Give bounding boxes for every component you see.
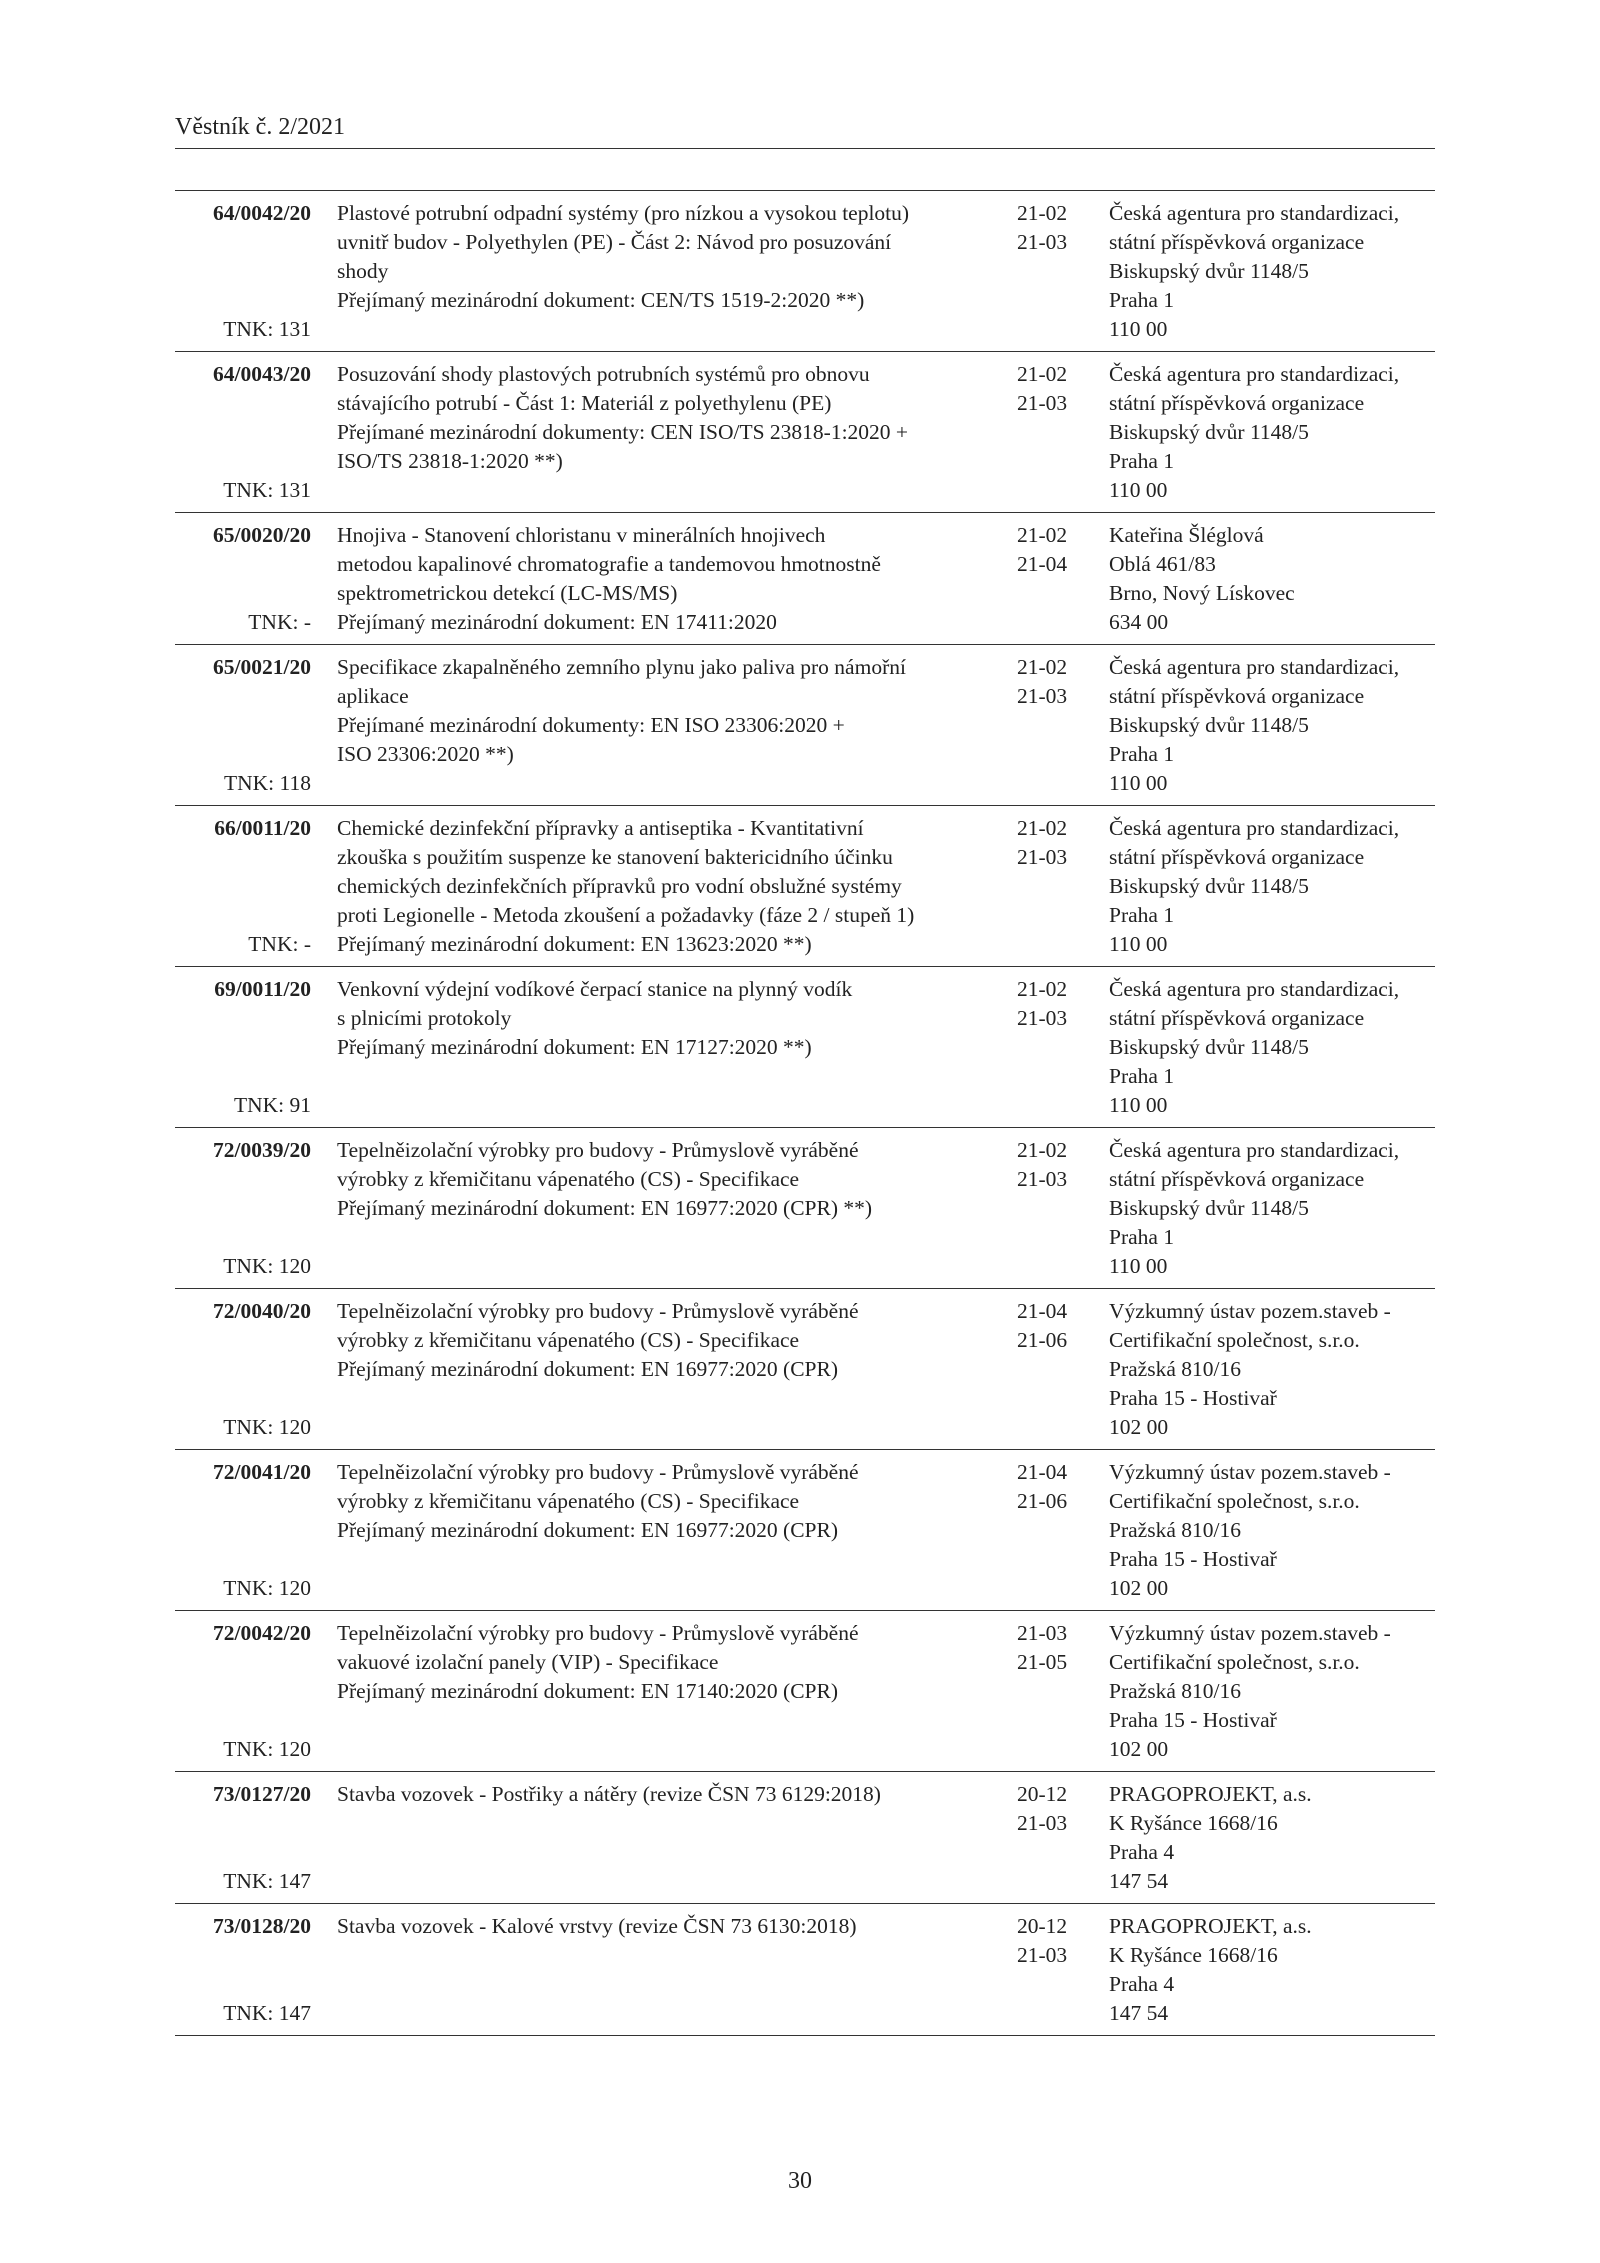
entry-title-line: Přejímaný mezinárodní dokument: EN 17411:2020 bbox=[337, 610, 777, 634]
entry-title-line: Specifikace zkapalněného zemního plynu jako paliva pro námořní bbox=[337, 655, 906, 679]
page-header bbox=[175, 112, 1435, 149]
entry-address-line: 110 00 bbox=[1109, 317, 1168, 341]
entry-title-cell bbox=[337, 521, 1009, 637]
table-row bbox=[175, 1772, 1435, 1904]
entry-title-cell bbox=[337, 1458, 1009, 1603]
entry-address-line: 102 00 bbox=[1109, 1415, 1169, 1439]
entry-title-line: Přejímaný mezinárodní dokument: CEN/TS 1519-2:2020 **) bbox=[337, 288, 865, 312]
entry-tnk: TNK: 147 bbox=[223, 1869, 311, 1893]
entry-address-line: státní příspěvková organizace bbox=[1109, 1006, 1365, 1030]
entry-address-line: Česká agentura pro standardizaci, bbox=[1109, 655, 1400, 679]
entry-title-line: stávajícího potrubí - Část 1: Materiál z polyethylenu (PE) bbox=[337, 391, 832, 415]
entry-number: 73/0127/20 bbox=[213, 1782, 311, 1806]
entry-title-line: Přejímaný mezinárodní dokument: EN 16977:2020 (CPR) bbox=[337, 1518, 839, 1542]
entry-title-line: shody bbox=[337, 259, 389, 283]
entry-dates-cell bbox=[1017, 360, 1103, 505]
entry-date: 21-04 bbox=[1017, 1460, 1068, 1484]
entry-dates-cell bbox=[1017, 1458, 1103, 1603]
entry-address-line: Výzkumný ústav pozem.staveb - bbox=[1109, 1299, 1391, 1323]
entry-tnk: TNK: 118 bbox=[224, 771, 311, 795]
entry-address-line: 110 00 bbox=[1109, 771, 1168, 795]
entry-address-cell bbox=[1109, 1297, 1435, 1442]
entry-title-cell bbox=[337, 199, 1009, 344]
entry-number: 66/0011/20 bbox=[214, 816, 311, 840]
entry-address-line: Praha 15 - Hostivař bbox=[1109, 1547, 1277, 1571]
entry-address-line: Oblá 461/83 bbox=[1109, 552, 1216, 576]
entry-address-line: státní příspěvková organizace bbox=[1109, 684, 1365, 708]
table-row bbox=[175, 806, 1435, 967]
entry-address-line: PRAGOPROJEKT, a.s. bbox=[1109, 1782, 1312, 1806]
entry-id-cell bbox=[175, 360, 311, 505]
entry-address-line: Biskupský dvůr 1148/5 bbox=[1109, 1035, 1309, 1059]
entry-tnk: TNK: 120 bbox=[223, 1737, 311, 1761]
entry-address-line: Česká agentura pro standardizaci, bbox=[1109, 362, 1400, 386]
entry-tnk: TNK: 120 bbox=[223, 1415, 311, 1439]
entry-address-cell bbox=[1109, 1458, 1435, 1603]
entry-title-line: Posuzování shody plastových potrubních systémů pro obnovu bbox=[337, 362, 870, 386]
entry-title-cell bbox=[337, 1780, 1009, 1896]
entry-address-line: 110 00 bbox=[1109, 1093, 1168, 1117]
page-number: 30 bbox=[788, 2168, 812, 2194]
entry-address-line: 634 00 bbox=[1109, 610, 1169, 634]
entry-title-line: spektrometrickou detekcí (LC-MS/MS) bbox=[337, 581, 678, 605]
entry-title-line: uvnitř budov - Polyethylen (PE) - Část 2: Návod pro posuzování bbox=[337, 230, 892, 254]
entry-address-line: 147 54 bbox=[1109, 2001, 1169, 2025]
table-row bbox=[175, 1904, 1435, 2036]
table-row bbox=[175, 645, 1435, 806]
entry-address-line: 110 00 bbox=[1109, 932, 1168, 956]
entry-date: 21-04 bbox=[1017, 552, 1068, 576]
entry-number: 65/0021/20 bbox=[213, 655, 311, 679]
entry-date: 21-04 bbox=[1017, 1299, 1068, 1323]
entry-title-line: Plastové potrubní odpadní systémy (pro nízkou a vysokou teplotu) bbox=[337, 201, 910, 225]
entry-address-line: Certifikační společnost, s.r.o. bbox=[1109, 1650, 1360, 1674]
table-row bbox=[175, 1289, 1435, 1450]
entry-address-line: Praha 1 bbox=[1109, 288, 1175, 312]
entry-date: 21-03 bbox=[1017, 1167, 1068, 1191]
entry-id-cell bbox=[175, 199, 311, 344]
entry-address-cell bbox=[1109, 199, 1435, 344]
entry-tnk: TNK: 120 bbox=[223, 1576, 311, 1600]
entry-date: 21-02 bbox=[1017, 201, 1068, 225]
entry-title-cell bbox=[337, 1297, 1009, 1442]
entry-address-line: Česká agentura pro standardizaci, bbox=[1109, 977, 1400, 1001]
entry-title-cell bbox=[337, 975, 1009, 1120]
entry-id-cell bbox=[175, 1912, 311, 2028]
entry-address-line: Certifikační společnost, s.r.o. bbox=[1109, 1328, 1360, 1352]
entry-address-line: Biskupský dvůr 1148/5 bbox=[1109, 420, 1309, 444]
entry-address-line: Praha 1 bbox=[1109, 903, 1175, 927]
entry-address-line: Praha 15 - Hostivař bbox=[1109, 1386, 1277, 1410]
entry-title-line: výrobky z křemičitanu vápenatého (CS) - Specifikace bbox=[337, 1167, 800, 1191]
entry-id-cell bbox=[175, 1458, 311, 1603]
entry-number: 64/0043/20 bbox=[213, 362, 311, 386]
entry-address-line: PRAGOPROJEKT, a.s. bbox=[1109, 1914, 1312, 1938]
entry-id-cell bbox=[175, 521, 311, 637]
entry-address-cell bbox=[1109, 1136, 1435, 1281]
entry-address-cell bbox=[1109, 521, 1435, 637]
entry-address-cell bbox=[1109, 1619, 1435, 1764]
entry-title-line: Přejímané mezinárodní dokumenty: CEN ISO/TS 23818-1:2020 + bbox=[337, 420, 909, 444]
entry-address-line: 110 00 bbox=[1109, 478, 1168, 502]
entry-address-line: státní příspěvková organizace bbox=[1109, 391, 1365, 415]
entry-address-line: Pražská 810/16 bbox=[1109, 1357, 1241, 1381]
entry-address-cell bbox=[1109, 653, 1435, 798]
table-row bbox=[175, 352, 1435, 513]
entry-address-cell bbox=[1109, 1912, 1435, 2028]
entry-address-line: Certifikační společnost, s.r.o. bbox=[1109, 1489, 1360, 1513]
entry-dates-cell bbox=[1017, 814, 1103, 959]
entry-title-line: vakuové izolační panely (VIP) - Specifikace bbox=[337, 1650, 719, 1674]
entry-address-line: K Ryšánce 1668/16 bbox=[1109, 1811, 1278, 1835]
entry-title-line: Přejímaný mezinárodní dokument: EN 17140:2020 (CPR) bbox=[337, 1679, 839, 1703]
entry-address-line: Praha 1 bbox=[1109, 742, 1175, 766]
entry-date: 21-03 bbox=[1017, 391, 1068, 415]
entry-title-line: Tepelněizolační výrobky pro budovy - Průmyslově vyráběné bbox=[337, 1299, 859, 1323]
entry-dates-cell bbox=[1017, 1780, 1103, 1896]
entry-date: 21-02 bbox=[1017, 1138, 1068, 1162]
entry-address-line: Praha 15 - Hostivař bbox=[1109, 1708, 1277, 1732]
entry-address-line: Česká agentura pro standardizaci, bbox=[1109, 1138, 1400, 1162]
entry-title-line: zkouška s použitím suspenze ke stanovení baktericidního účinku bbox=[337, 845, 893, 869]
entry-tnk: TNK: 120 bbox=[223, 1254, 311, 1278]
entry-title-line: výrobky z křemičitanu vápenatého (CS) - Specifikace bbox=[337, 1328, 800, 1352]
table-row bbox=[175, 191, 1435, 352]
entry-dates-cell bbox=[1017, 1912, 1103, 2028]
entry-number: 72/0039/20 bbox=[213, 1138, 311, 1162]
entry-title-line: ISO/TS 23818-1:2020 **) bbox=[337, 449, 563, 473]
entry-address-line: Výzkumný ústav pozem.staveb - bbox=[1109, 1621, 1391, 1645]
entry-address-line: Česká agentura pro standardizaci, bbox=[1109, 201, 1400, 225]
entry-dates-cell bbox=[1017, 1136, 1103, 1281]
entry-title-cell bbox=[337, 653, 1009, 798]
entry-title-line: Tepelněizolační výrobky pro budovy - Průmyslově vyráběné bbox=[337, 1621, 859, 1645]
entry-address-cell bbox=[1109, 814, 1435, 959]
entry-address-line: Biskupský dvůr 1148/5 bbox=[1109, 1196, 1309, 1220]
entry-tnk: TNK: - bbox=[248, 610, 311, 634]
entry-tnk: TNK: - bbox=[248, 932, 311, 956]
entry-title-cell bbox=[337, 1619, 1009, 1764]
entry-tnk: TNK: 91 bbox=[233, 1093, 311, 1117]
entry-title-line: Přejímané mezinárodní dokumenty: EN ISO 23306:2020 + bbox=[337, 713, 845, 737]
table-row bbox=[175, 1450, 1435, 1611]
entry-number: 73/0128/20 bbox=[213, 1914, 311, 1938]
entry-date: 21-06 bbox=[1017, 1489, 1068, 1513]
entry-dates-cell bbox=[1017, 1619, 1103, 1764]
entry-date: 21-02 bbox=[1017, 362, 1068, 386]
entry-date: 21-02 bbox=[1017, 816, 1068, 840]
entry-title-line: Přejímaný mezinárodní dokument: EN 16977:2020 (CPR) bbox=[337, 1357, 839, 1381]
entry-address-line: státní příspěvková organizace bbox=[1109, 230, 1365, 254]
entry-title-line: s plnicími protokoly bbox=[337, 1006, 512, 1030]
entry-title-line: Přejímaný mezinárodní dokument: EN 17127:2020 **) bbox=[337, 1035, 812, 1059]
entry-title-line: Chemické dezinfekční přípravky a antiseptika - Kvantitativní bbox=[337, 816, 864, 840]
entry-id-cell bbox=[175, 814, 311, 959]
entry-date: 21-03 bbox=[1017, 1621, 1068, 1645]
entry-title-line: proti Legionelle - Metoda zkoušení a požadavky (fáze 2 / stupeň 1) bbox=[337, 903, 915, 927]
entry-id-cell bbox=[175, 653, 311, 798]
entry-title-line: Tepelněizolační výrobky pro budovy - Průmyslově vyráběné bbox=[337, 1460, 859, 1484]
entry-address-line: Pražská 810/16 bbox=[1109, 1679, 1241, 1703]
entry-date: 21-03 bbox=[1017, 230, 1068, 254]
entry-address-line: Pražská 810/16 bbox=[1109, 1518, 1241, 1542]
entry-address-line: Brno, Nový Lískovec bbox=[1109, 581, 1295, 605]
entry-number: 65/0020/20 bbox=[213, 523, 311, 547]
table-row bbox=[175, 513, 1435, 645]
entry-address-line: Výzkumný ústav pozem.staveb - bbox=[1109, 1460, 1391, 1484]
entry-title-line: Přejímaný mezinárodní dokument: EN 16977:2020 (CPR) **) bbox=[337, 1196, 873, 1220]
entry-tnk: TNK: 147 bbox=[223, 2001, 311, 2025]
entry-date: 21-02 bbox=[1017, 523, 1068, 547]
entry-title-line: chemických dezinfekčních přípravků pro vodní obslužné systémy bbox=[337, 874, 902, 898]
entry-tnk: TNK: 131 bbox=[223, 317, 311, 341]
entry-date: 21-05 bbox=[1017, 1650, 1068, 1674]
entry-dates-cell bbox=[1017, 199, 1103, 344]
entry-number: 72/0042/20 bbox=[213, 1621, 311, 1645]
entry-number: 72/0040/20 bbox=[213, 1299, 311, 1323]
entry-address-line: Biskupský dvůr 1148/5 bbox=[1109, 259, 1309, 283]
entry-address-line: K Ryšánce 1668/16 bbox=[1109, 1943, 1278, 1967]
entry-dates-cell bbox=[1017, 521, 1103, 637]
entry-dates-cell bbox=[1017, 975, 1103, 1120]
entry-title-line: Stavba vozovek - Postřiky a nátěry (revize ČSN 73 6129:2018) bbox=[337, 1782, 881, 1806]
entry-date: 21-03 bbox=[1017, 1811, 1068, 1835]
entry-title-line: Venkovní výdejní vodíkové čerpací stanice na plynný vodík bbox=[337, 977, 853, 1001]
entry-id-cell bbox=[175, 1619, 311, 1764]
entry-address-cell bbox=[1109, 360, 1435, 505]
standards-table bbox=[175, 190, 1435, 2036]
entry-address-line: 110 00 bbox=[1109, 1254, 1168, 1278]
entry-id-cell bbox=[175, 1780, 311, 1896]
entry-dates-cell bbox=[1017, 653, 1103, 798]
entry-address-line: Biskupský dvůr 1148/5 bbox=[1109, 874, 1309, 898]
table-row bbox=[175, 967, 1435, 1128]
entry-number: 72/0041/20 bbox=[213, 1460, 311, 1484]
entry-address-line: Praha 4 bbox=[1109, 1972, 1175, 1996]
entry-title-cell bbox=[337, 1136, 1009, 1281]
entry-title-line: výrobky z křemičitanu vápenatého (CS) - Specifikace bbox=[337, 1489, 800, 1513]
entry-address-line: státní příspěvková organizace bbox=[1109, 845, 1365, 869]
entry-date: 21-03 bbox=[1017, 1006, 1068, 1030]
entry-date: 21-03 bbox=[1017, 684, 1068, 708]
entry-title-cell bbox=[337, 360, 1009, 505]
entry-address-line: Praha 1 bbox=[1109, 1064, 1175, 1088]
entry-title-cell bbox=[337, 814, 1009, 959]
entry-date: 21-06 bbox=[1017, 1328, 1068, 1352]
entry-date: 21-02 bbox=[1017, 977, 1068, 1001]
entry-address-cell bbox=[1109, 1780, 1435, 1896]
entry-address-line: 102 00 bbox=[1109, 1737, 1169, 1761]
entry-id-cell bbox=[175, 1297, 311, 1442]
entry-address-line: Praha 1 bbox=[1109, 1225, 1175, 1249]
entry-date: 21-02 bbox=[1017, 655, 1068, 679]
bulletin-title: Věstník č. 2/2021 bbox=[175, 114, 345, 140]
entry-title-line: Tepelněizolační výrobky pro budovy - Průmyslově vyráběné bbox=[337, 1138, 859, 1162]
entry-title-line: Stavba vozovek - Kalové vrstvy (revize ČSN 73 6130:2018) bbox=[337, 1914, 857, 1938]
entry-tnk: TNK: 131 bbox=[223, 478, 311, 502]
table-row bbox=[175, 1611, 1435, 1772]
entry-date: 20-12 bbox=[1017, 1782, 1068, 1806]
entry-id-cell bbox=[175, 1136, 311, 1281]
entry-address-line: Praha 1 bbox=[1109, 449, 1175, 473]
entry-address-line: Kateřina Šléglová bbox=[1109, 523, 1264, 547]
entry-title-line: Hnojiva - Stanovení chloristanu v minerálních hnojivech bbox=[337, 523, 826, 547]
entry-address-cell bbox=[1109, 975, 1435, 1120]
entry-date: 21-03 bbox=[1017, 845, 1068, 869]
entry-address-line: 147 54 bbox=[1109, 1869, 1169, 1893]
entry-title-line: aplikace bbox=[337, 684, 409, 708]
entry-title-line: Přejímaný mezinárodní dokument: EN 13623:2020 **) bbox=[337, 932, 812, 956]
entry-dates-cell bbox=[1017, 1297, 1103, 1442]
entry-address-line: Česká agentura pro standardizaci, bbox=[1109, 816, 1400, 840]
entry-number: 64/0042/20 bbox=[213, 201, 311, 225]
entry-number: 69/0011/20 bbox=[214, 977, 311, 1001]
entry-id-cell bbox=[175, 975, 311, 1120]
entry-title-line: metodou kapalinové chromatografie a tandemovou hmotnostně bbox=[337, 552, 881, 576]
table-row bbox=[175, 1128, 1435, 1289]
entry-address-line: Praha 4 bbox=[1109, 1840, 1175, 1864]
entry-address-line: státní příspěvková organizace bbox=[1109, 1167, 1365, 1191]
entry-address-line: 102 00 bbox=[1109, 1576, 1169, 1600]
entry-date: 20-12 bbox=[1017, 1914, 1068, 1938]
entry-title-line: ISO 23306:2020 **) bbox=[337, 742, 514, 766]
entry-address-line: Biskupský dvůr 1148/5 bbox=[1109, 713, 1309, 737]
entry-date: 21-03 bbox=[1017, 1943, 1068, 1967]
entry-title-cell bbox=[337, 1912, 1009, 2028]
